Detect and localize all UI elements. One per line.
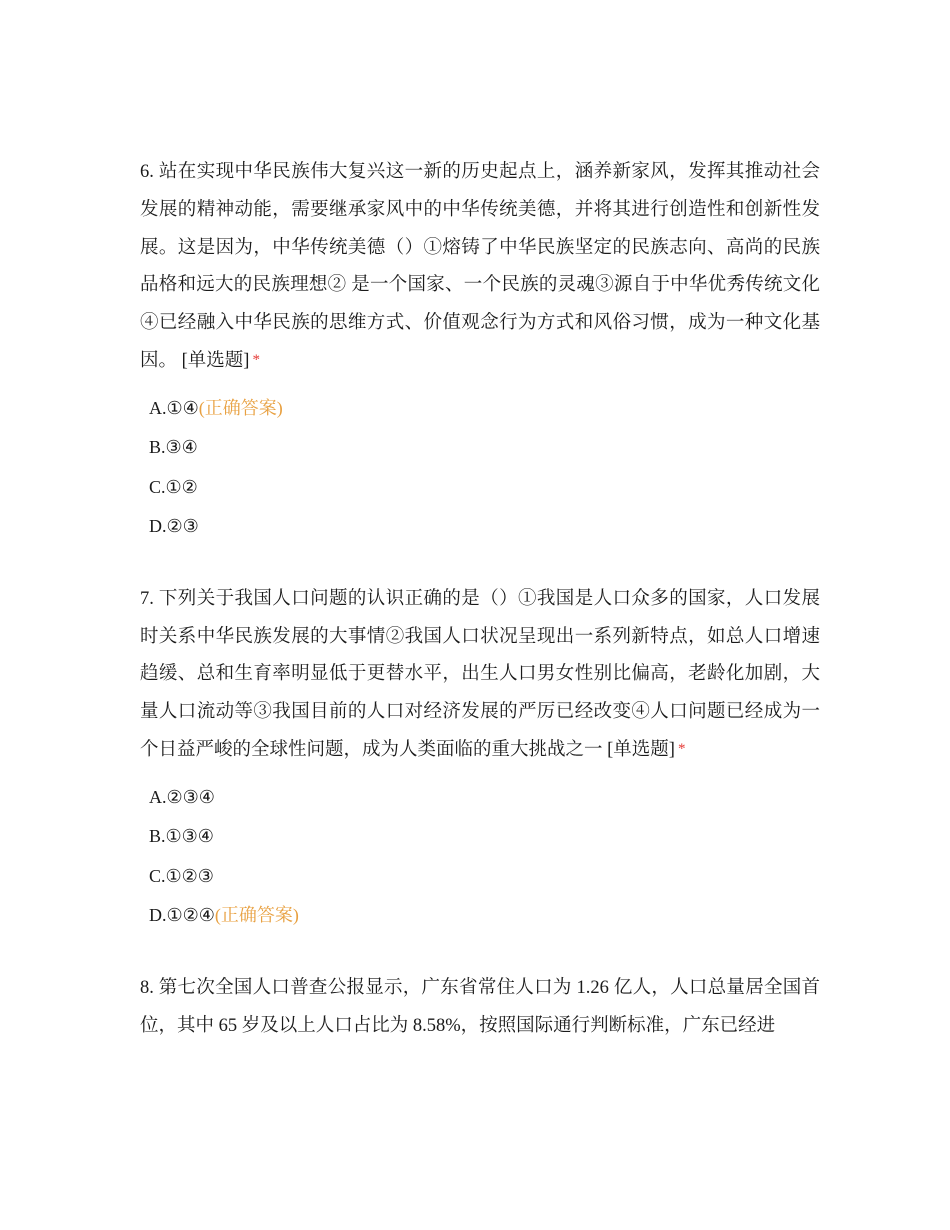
option-label: B.①③④ [149,826,214,847]
question-6 [140,154,820,547]
option-label: B.③④ [149,437,198,458]
question-number: 8. [140,977,154,998]
required-mark: * [677,740,686,757]
correct-answer-note: (正确答案) [198,397,283,418]
question-7-options [149,778,820,936]
option-b[interactable] [149,817,820,857]
option-c[interactable] [149,857,820,897]
option-label: D.①②④ [149,905,215,926]
correct-answer-note: (正确答案) [214,905,299,926]
question-8 [140,970,820,1046]
option-label: A.②③④ [149,786,215,807]
option-d[interactable] [149,507,820,547]
question-number: 7. [140,588,154,609]
question-8-text [140,970,820,1046]
question-type-label: [单选题] [181,350,250,371]
question-7-text [140,581,820,771]
option-c[interactable] [149,468,820,508]
option-label: C.①② [149,476,198,497]
option-label: C.①②③ [149,865,214,886]
question-body: 站在实现中华民族伟大复兴这一新的历史起点上，涵养新家风，发挥其推动社会发展的精神动能，需要继承家风中的中华传统美德，并将其进行创造性和创新性发展。这是因为，中华传统美德（）①熔铸了中华民族坚定的民族志向、高尚的民族品格和远大的民族理想② 是一个国家、一个民族的灵魂③源自于中华优秀传统文化④已经融入中华民族的思维方式、价值观念行为方式和风俗习惯，成为一种文化基因。 [140,162,820,371]
question-6-text [140,154,820,382]
question-body: 下列关于我国人口问题的认识正确的是（）①我国是人口众多的国家，人口发展时关系中华民族发展的大事情②我国人口状况呈现出一系列新特点，如总人口增速趋缓、总和生育率明显低于更替水平，出生人口男女性别比偏高，老龄化加剧，大量人口流动等③我国目前的人口对经济发展的严厉已经改变④人口问题已经成为一个日益严峻的全球性问题，成为人类面临的重大挑战之一 [140,588,820,760]
question-number: 6. [140,162,154,182]
question-type-label: [单选题] [607,739,675,760]
option-a[interactable] [149,389,820,429]
question-body: 第七次全国人口普查公报显示，广东省常住人口为 1.26 亿人，人口总量居全国首位，其中 65 岁及以上人口占比为 8.58%，按照国际通行判断标准，广东已经进 [140,977,821,1036]
option-b[interactable] [149,428,820,468]
question-7 [140,581,820,936]
option-a[interactable] [149,778,820,818]
option-d[interactable] [149,896,820,936]
option-label: A.①④ [149,397,199,418]
option-label: D.②③ [149,516,199,537]
survey-page [140,154,820,1045]
question-6-options [149,389,820,547]
required-mark: * [252,351,260,368]
